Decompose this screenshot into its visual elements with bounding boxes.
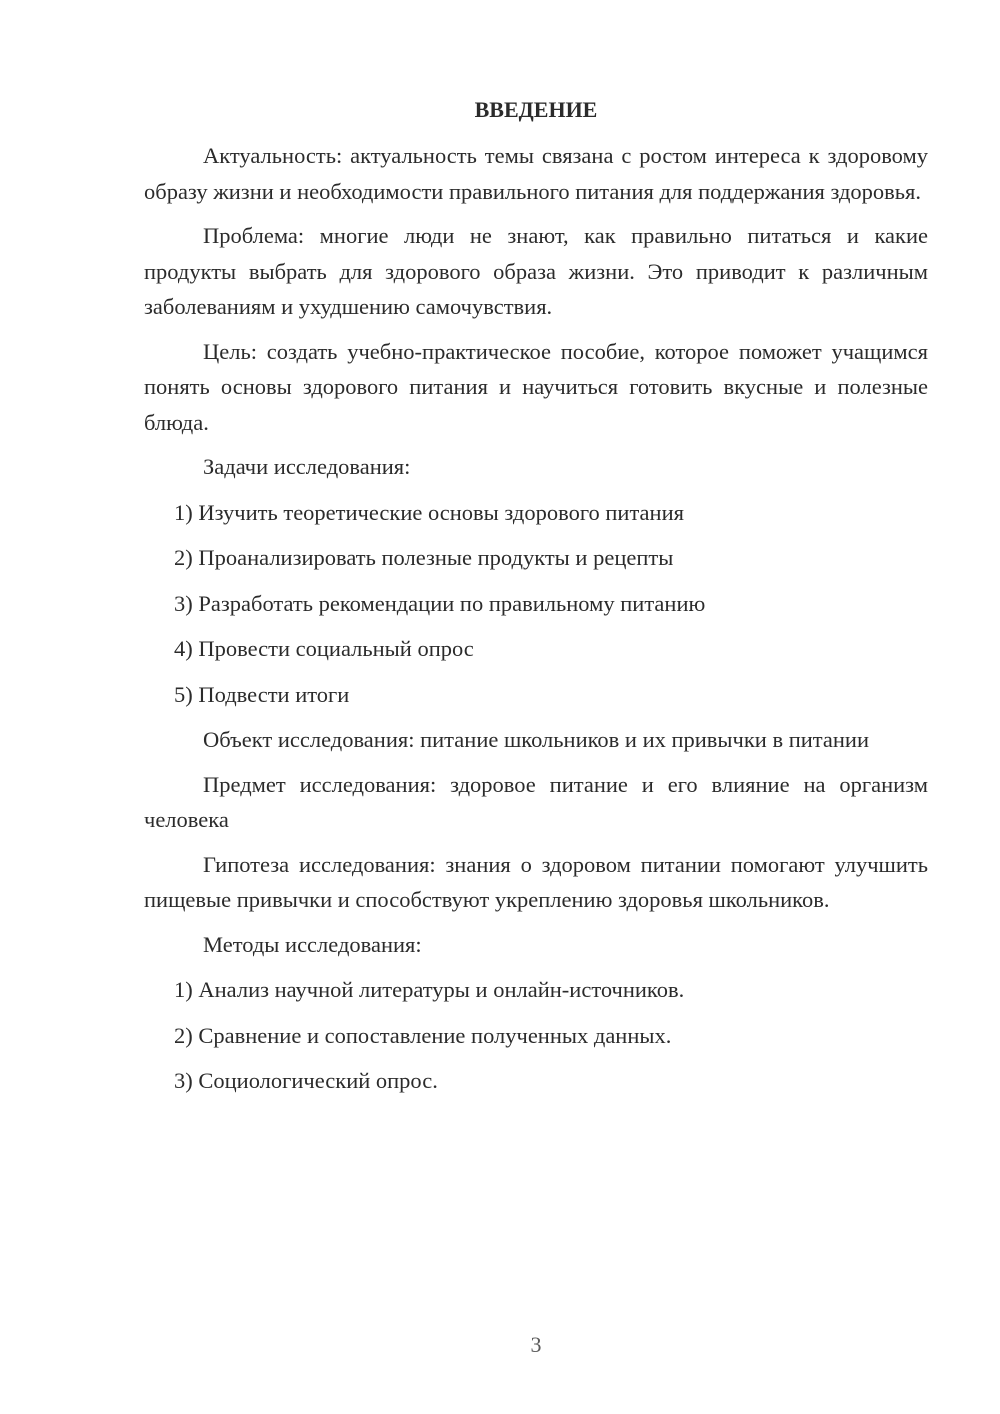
list-item: 3) Социологический опрос. [174,1068,438,1093]
page-content [144,92,928,1109]
goal-paragraph: Цель: создать учебно-практическое пособие, которое поможет учащимся понять основы здорового питания и научиться готовить вкусные и полезные блюда. [144,338,928,435]
list-item: 4) Провести социальный опрос [174,636,474,661]
section-heading: ВВЕДЕНИЕ [474,97,598,122]
hypothesis-paragraph: Гипотеза исследования: знания о здоровом питании помогают улучшить пищевые привычки и способствуют укреплению здоровья школьников. [144,851,928,912]
page-number: 3 [530,1332,542,1357]
methods-label: Методы исследования: [203,931,422,957]
list-item: 2) Проанализировать полезные продукты и рецепты [174,545,674,570]
relevance-paragraph: Актуальность: актуальность темы связана с ростом интереса к здоровому образу жизни и необходимости правильного питания для поддержания здоровья. [144,143,928,204]
list-item: 3) Разработать рекомендации по правильному питанию [174,590,706,616]
list-item: 2) Сравнение и сопоставление полученных данных. [174,1022,672,1048]
tasks-label: Задачи исследования: [203,454,411,479]
list-item: 5) Подвести итоги [174,681,350,707]
tasks-list [144,495,928,713]
list-item: 1) Изучить теоретические основы здорового питания [174,499,684,525]
subject-paragraph: Предмет исследования: здоровое питание и его влияние на организм человека [144,771,928,832]
problem-paragraph: Проблема: многие люди не знают, как правильно питаться и какие продукты выбрать для здорового образа жизни. Это приводит к различным заболеваниям и ухудшению самочувствия. [144,223,928,319]
methods-list [144,972,928,1099]
list-item: 1) Анализ научной литературы и онлайн-источников. [174,977,685,1002]
object-paragraph: Объект исследования: питание школьников и их привычки в питании [203,727,870,752]
